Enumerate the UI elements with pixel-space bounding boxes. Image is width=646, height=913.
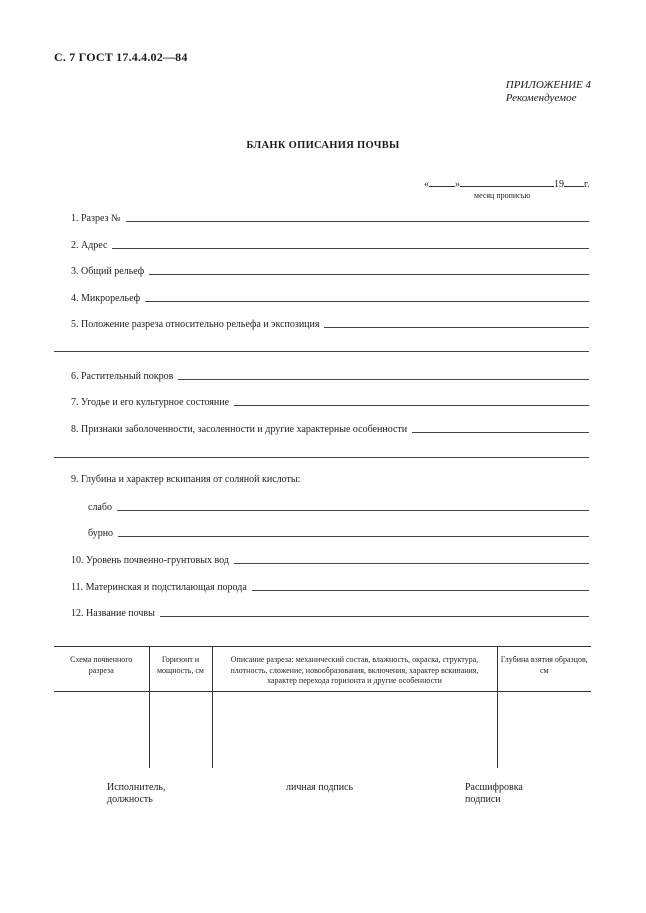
field-waterlogging-signs <box>71 423 589 435</box>
field-line[interactable] <box>234 563 589 564</box>
field-effervescence-strong <box>88 527 589 539</box>
appendix-subtitle: Рекомендуемое <box>505 92 577 104</box>
year-suffix: г. <box>584 179 590 190</box>
table-cell[interactable] <box>497 691 591 768</box>
column-header-sample-depth: Глубина взятия образцов, см <box>497 647 591 692</box>
field-line[interactable] <box>145 301 589 302</box>
field-line[interactable] <box>149 274 589 275</box>
field-line[interactable] <box>112 248 589 249</box>
field-line[interactable] <box>160 616 589 617</box>
page-header: С. 7 ГОСТ 17.4.4.02—84 <box>54 50 188 64</box>
form-title: БЛАНК ОПИСАНИЯ ПОЧВЫ <box>246 140 400 151</box>
field-label: 7. Угодье и его культурное состояние <box>71 397 230 408</box>
column-header-description: Описание разреза: механический состав, влажность, окраска, структура, плотность, сложение, новообразования, включения, характер вскипания, характер перехода горизонта и другие особенности <box>212 647 497 692</box>
field-effervescence-weak <box>88 501 589 513</box>
field-label: 6. Растительный покров <box>71 371 174 382</box>
column-header-horizon: Горизонт и мощность, см <box>149 647 212 692</box>
field-label: бурно <box>88 528 114 539</box>
field-line[interactable] <box>324 327 589 328</box>
date-open-quote: « <box>424 179 429 190</box>
field-line[interactable] <box>126 221 589 222</box>
field-line[interactable] <box>117 510 589 511</box>
field-label: 5. Положение разреза относительно рельефа и экспозиция <box>71 319 320 330</box>
signature-decoding: Расшифровка подписи <box>465 782 523 805</box>
field-label: 11. Материнская и подстилающая порода <box>71 582 247 593</box>
appendix-title: ПРИЛОЖЕНИЕ 4 <box>505 79 591 91</box>
appendix-label <box>506 79 591 105</box>
field-parent-rock <box>71 581 589 593</box>
date-line <box>424 177 589 190</box>
table-cell[interactable] <box>149 691 212 768</box>
signature-executor: Исполнитель, должность <box>107 782 166 805</box>
field-groundwater-level <box>71 554 589 566</box>
field-line[interactable] <box>412 432 589 433</box>
year-prefix: 19 <box>554 179 564 190</box>
field-label: слабо <box>88 502 112 513</box>
field-land-state <box>71 396 589 408</box>
signature-personal: личная подпись <box>286 782 354 793</box>
field-label: 1. Разрез № <box>71 213 121 224</box>
field-label: 2. Адрес <box>71 240 108 251</box>
field-general-relief <box>71 265 589 277</box>
month-field[interactable] <box>460 177 554 187</box>
field-label: 10. Уровень почвенно-грунтовых вод <box>71 555 229 566</box>
continuation-line[interactable] <box>54 457 589 458</box>
table-cell[interactable] <box>54 691 149 768</box>
field-line[interactable] <box>252 590 589 591</box>
field-label: 4. Микрорельеф <box>71 293 141 304</box>
day-field[interactable] <box>429 177 455 187</box>
field-line[interactable] <box>118 536 589 537</box>
field-line[interactable] <box>178 379 589 380</box>
field-vegetation <box>71 370 589 382</box>
continuation-line[interactable] <box>54 351 589 352</box>
field-section-position <box>71 318 589 330</box>
field-label: 3. Общий рельеф <box>71 266 145 277</box>
field-microrelief <box>71 292 589 304</box>
field-effervescence-heading: 9. Глубина и характер вскипания от соляной кислоты: <box>71 474 301 485</box>
column-header-section-scheme: Схема почвенного разреза <box>54 647 149 692</box>
date-close-quote: » <box>455 179 460 190</box>
field-label: 12. Название почвы <box>71 608 155 619</box>
soil-description-table <box>54 646 591 768</box>
year-field[interactable] <box>564 177 584 187</box>
field-soil-name <box>71 607 589 619</box>
table-row <box>54 691 591 768</box>
date-caption: месяц прописью <box>474 191 531 200</box>
field-label: 8. Признаки заболоченности, засоленности и другие характерные особенности <box>71 424 408 435</box>
field-address <box>71 239 589 251</box>
field-section-number <box>71 212 589 224</box>
field-line[interactable] <box>234 405 589 406</box>
table-header-row <box>54 647 591 692</box>
table-cell[interactable] <box>212 691 497 768</box>
